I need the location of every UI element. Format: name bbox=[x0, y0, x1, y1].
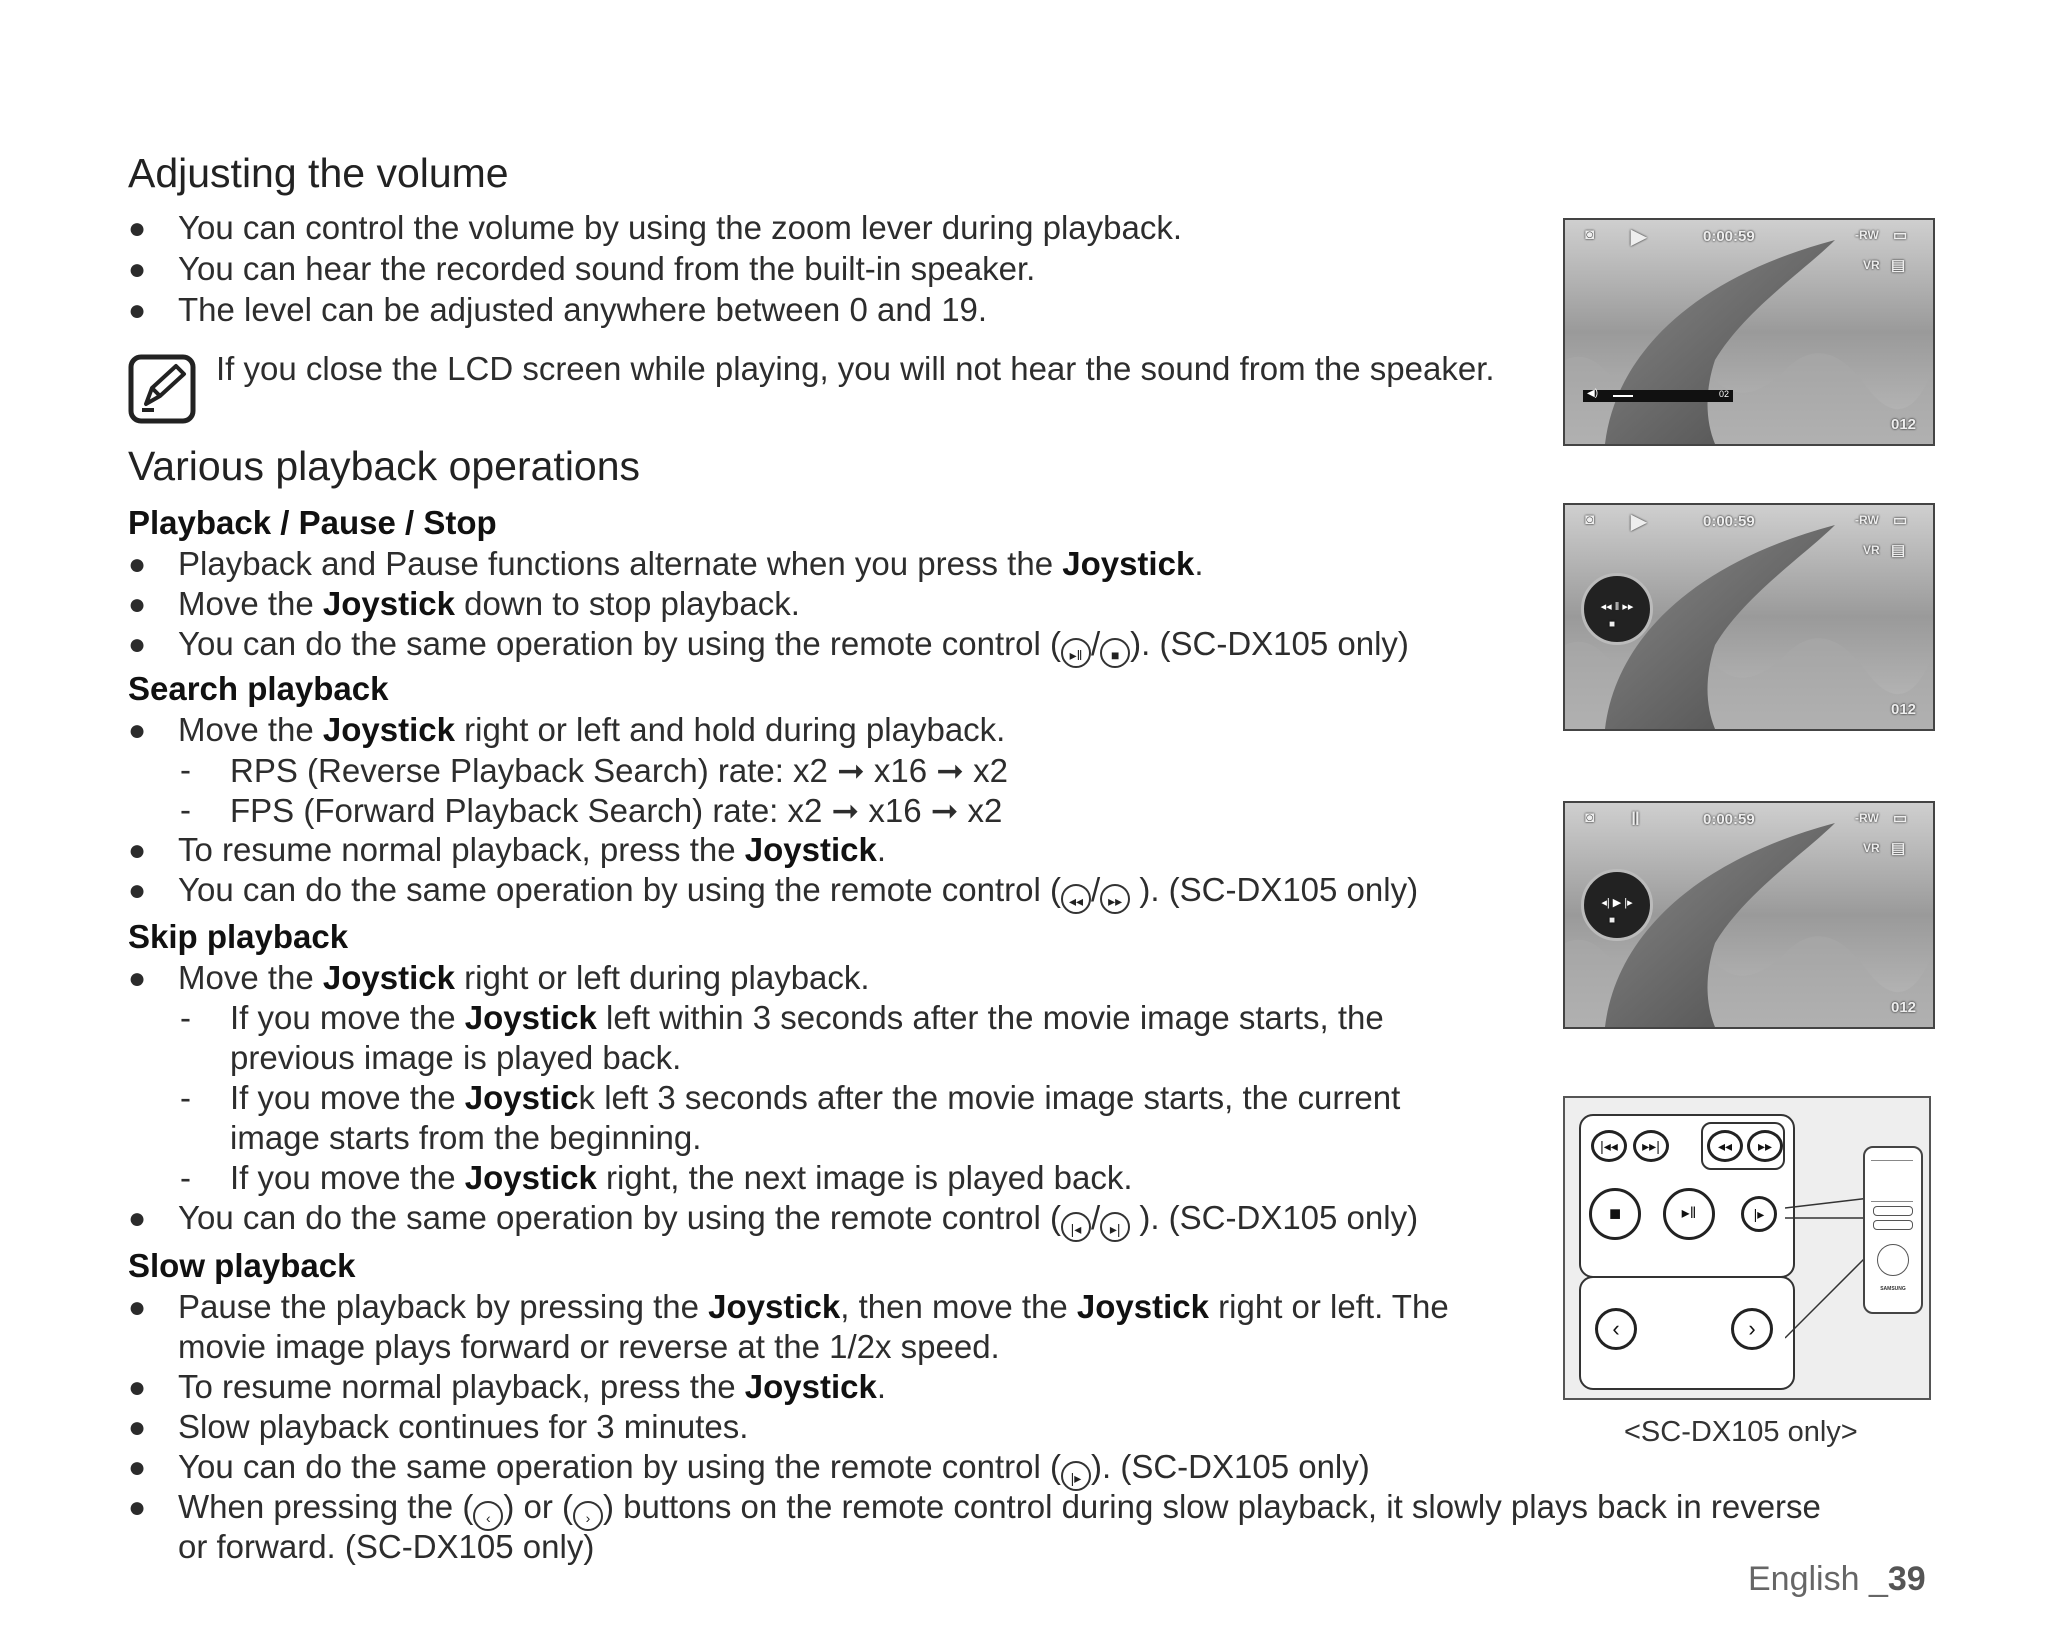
stop-icon: ■ bbox=[1609, 915, 1616, 926]
list-item-cont: movie image plays forward or reverse at the 1/2x speed. bbox=[178, 1328, 1000, 1365]
list-item: To resume normal playback, press the Joystick. bbox=[178, 831, 887, 868]
list-item: When pressing the ( ‹ ) or ( › ) buttons on the remote control during slow playback, it slowly plays back in reverse bbox=[178, 1488, 1821, 1531]
vr-badge: VR bbox=[1863, 258, 1880, 272]
list-item: The level can be adjusted anywhere between 0 and 19. bbox=[178, 291, 988, 328]
page-number: 39 bbox=[1887, 1560, 1926, 1598]
sub-list-item: RPS (Reverse Playback Search) rate: x2 ➞ x16 ➞ x2 bbox=[230, 752, 1008, 789]
sub-list-item: If you move the Joystick left 3 seconds after the movie image starts, the current bbox=[230, 1079, 1401, 1116]
list-item: You can do the same operation by using the remote control ( ▸‖ / ■ ). (SC-DX105 only) bbox=[178, 625, 1409, 668]
media-badge: -RW bbox=[1855, 811, 1879, 825]
bullet-dot: ● bbox=[128, 1491, 147, 1524]
quality-icon: ▤ bbox=[1891, 257, 1906, 274]
note-text: If you close the LCD screen while playing, you will not hear the sound from the speaker. bbox=[216, 350, 1495, 387]
bullet-dot: ● bbox=[128, 874, 147, 907]
subheading-playback: Playback / Pause / Stop bbox=[128, 504, 497, 541]
bullet-dot: ● bbox=[128, 628, 147, 661]
bullet-dot: ● bbox=[128, 834, 147, 867]
sub-list-item-cont: image starts from the beginning. bbox=[230, 1119, 702, 1156]
list-item-cont: or forward. (SC-DX105 only) bbox=[178, 1528, 595, 1565]
sub-list-item: If you move the Joystick right, the next image is played back. bbox=[230, 1159, 1133, 1196]
pause-icon: ‖ bbox=[1631, 809, 1640, 829]
slow-icon: |▸ bbox=[1741, 1196, 1777, 1232]
skip-forward-remote-icon: ▸| bbox=[1100, 1212, 1130, 1242]
list-item: You can hear the recorded sound from the built-in speaker. bbox=[178, 250, 1036, 287]
dash-mark: - bbox=[180, 791, 191, 828]
remote-device-icon bbox=[1863, 1146, 1923, 1314]
section-title-volume: Adjusting the volume bbox=[128, 150, 509, 196]
dash-mark: - bbox=[180, 1079, 191, 1116]
vr-badge: VR bbox=[1863, 841, 1880, 855]
media-badge: -RW bbox=[1855, 513, 1879, 527]
bullet-dot: ● bbox=[128, 588, 147, 621]
list-item: Move the Joystick down to stop playback. bbox=[178, 585, 800, 622]
dolphin-image bbox=[1565, 220, 1933, 444]
time-code: 0:00:59 bbox=[1703, 811, 1755, 828]
counter: 012 bbox=[1891, 701, 1917, 718]
list-item: Move the Joystick right or left and hold during playback. bbox=[178, 711, 1006, 748]
sub-list-item: If you move the Joystick left within 3 seconds after the movie image starts, the bbox=[230, 999, 1384, 1036]
volume-level-fill bbox=[1613, 395, 1633, 397]
quality-icon: ▤ bbox=[1891, 840, 1906, 857]
joystick-guide-icon: ◂◂ ‖ ▸▸ bbox=[1581, 573, 1653, 645]
remote-direction-panel bbox=[1579, 1276, 1795, 1390]
bullet-dot: ● bbox=[128, 962, 147, 995]
bullet-dot: ● bbox=[128, 714, 147, 747]
stop-icon: ■ bbox=[1609, 619, 1616, 630]
joystick-guide-icon: ◂| ▶ |▸ bbox=[1581, 869, 1653, 941]
fast-forward-remote-icon: ▸▸ bbox=[1100, 884, 1130, 914]
page-footer: English _39 bbox=[1748, 1560, 1926, 1598]
bullet-dot: ● bbox=[128, 253, 147, 286]
list-item: You can do the same operation by using the remote control ( |▸ ). (SC-DX105 only) bbox=[178, 1448, 1370, 1491]
bullet-dot: ● bbox=[128, 1451, 147, 1484]
battery-icon: ▭ bbox=[1893, 227, 1908, 244]
remote-button-panel bbox=[1579, 1114, 1795, 1278]
rewind-icon: ◂◂ bbox=[1707, 1130, 1743, 1162]
lcd-screen-paused bbox=[1563, 801, 1935, 1029]
chevron-right-icon: › bbox=[573, 1501, 603, 1531]
section-title-playback-ops: Various playback operations bbox=[128, 443, 641, 489]
subheading-search: Search playback bbox=[128, 670, 389, 707]
bullet-dot: ● bbox=[128, 1371, 147, 1404]
dash-mark: - bbox=[180, 1159, 191, 1196]
card-icon: ◙ bbox=[1585, 809, 1595, 826]
sub-list-item: FPS (Forward Playback Search) rate: x2 ➞ x16 ➞ x2 bbox=[230, 792, 1003, 829]
remote-brand: SAMSUNG bbox=[1880, 1286, 1906, 1292]
time-code: 0:00:59 bbox=[1703, 228, 1755, 245]
subheading-skip: Skip playback bbox=[128, 918, 349, 955]
dash-mark: - bbox=[180, 751, 191, 788]
skip-back-remote-icon: |◂ bbox=[1061, 1212, 1091, 1242]
lcd-screen-volume bbox=[1563, 218, 1935, 446]
bullet-dot: ● bbox=[128, 1202, 147, 1235]
media-badge: -RW bbox=[1855, 228, 1879, 242]
skip-forward-icon: ▸▸| bbox=[1633, 1130, 1669, 1162]
lcd-screen-playback bbox=[1563, 503, 1935, 731]
quality-icon: ▤ bbox=[1891, 542, 1906, 559]
counter: 012 bbox=[1891, 416, 1917, 433]
list-item: You can do the same operation by using the remote control ( ◂◂ / ▸▸ ). (SC-DX105 only) bbox=[178, 871, 1418, 914]
counter: 012 bbox=[1891, 999, 1917, 1016]
play-pause-icon: ▸‖ bbox=[1663, 1188, 1715, 1240]
chevron-right-icon: › bbox=[1731, 1308, 1773, 1350]
skip-back-icon: |◂◂ bbox=[1591, 1130, 1627, 1162]
bullet-dot: ● bbox=[128, 212, 147, 245]
play-icon: ▶ bbox=[1631, 511, 1647, 533]
bullet-dot: ● bbox=[128, 548, 147, 581]
card-icon: ◙ bbox=[1585, 226, 1595, 243]
rewind-remote-icon: ◂◂ bbox=[1061, 884, 1091, 914]
fast-forward-icon: ▸▸ bbox=[1747, 1130, 1783, 1162]
vr-badge: VR bbox=[1863, 543, 1880, 557]
play-icon: ▶ bbox=[1631, 226, 1647, 248]
callout-lines bbox=[1785, 1188, 1875, 1348]
list-item: Playback and Pause functions alternate when you press the Joystick. bbox=[178, 545, 1204, 582]
bullet-dot: ● bbox=[128, 294, 147, 327]
list-item: Slow playback continues for 3 minutes. bbox=[178, 1408, 749, 1445]
time-code: 0:00:59 bbox=[1703, 513, 1755, 530]
sub-list-item-cont: previous image is played back. bbox=[230, 1039, 682, 1076]
list-item: To resume normal playback, press the Joystick. bbox=[178, 1368, 887, 1405]
remote-caption: <SC-DX105 only> bbox=[1624, 1416, 1858, 1448]
chevron-left-icon: ‹ bbox=[473, 1501, 503, 1531]
note-icon bbox=[128, 354, 196, 424]
battery-icon: ▭ bbox=[1893, 512, 1908, 529]
play-pause-remote-icon: ▸‖ bbox=[1061, 638, 1091, 668]
bullet-dot: ● bbox=[128, 1291, 147, 1324]
battery-icon: ▭ bbox=[1893, 810, 1908, 827]
list-item: Pause the playback by pressing the Joystick, then move the Joystick right or left. The bbox=[178, 1288, 1449, 1325]
speaker-icon: ◀) bbox=[1587, 388, 1599, 399]
subheading-slow: Slow playback bbox=[128, 1247, 356, 1284]
chevron-left-icon: ‹ bbox=[1595, 1308, 1637, 1350]
volume-level: 02 bbox=[1718, 389, 1729, 399]
remote-control-illustration bbox=[1563, 1096, 1931, 1400]
volume-bar bbox=[1583, 390, 1733, 402]
stop-remote-icon: ■ bbox=[1100, 638, 1130, 668]
bullet-dot: ● bbox=[128, 1411, 147, 1444]
list-item: You can do the same operation by using the remote control ( |◂ / ▸| ). (SC-DX105 only) bbox=[178, 1199, 1418, 1242]
card-icon: ◙ bbox=[1585, 511, 1595, 528]
slow-remote-icon: |▸ bbox=[1061, 1461, 1091, 1491]
stop-icon: ■ bbox=[1589, 1188, 1641, 1240]
list-item: Move the Joystick right or left during playback. bbox=[178, 959, 870, 996]
list-item: You can control the volume by using the zoom lever during playback. bbox=[178, 209, 1183, 246]
dash-mark: - bbox=[180, 999, 191, 1036]
